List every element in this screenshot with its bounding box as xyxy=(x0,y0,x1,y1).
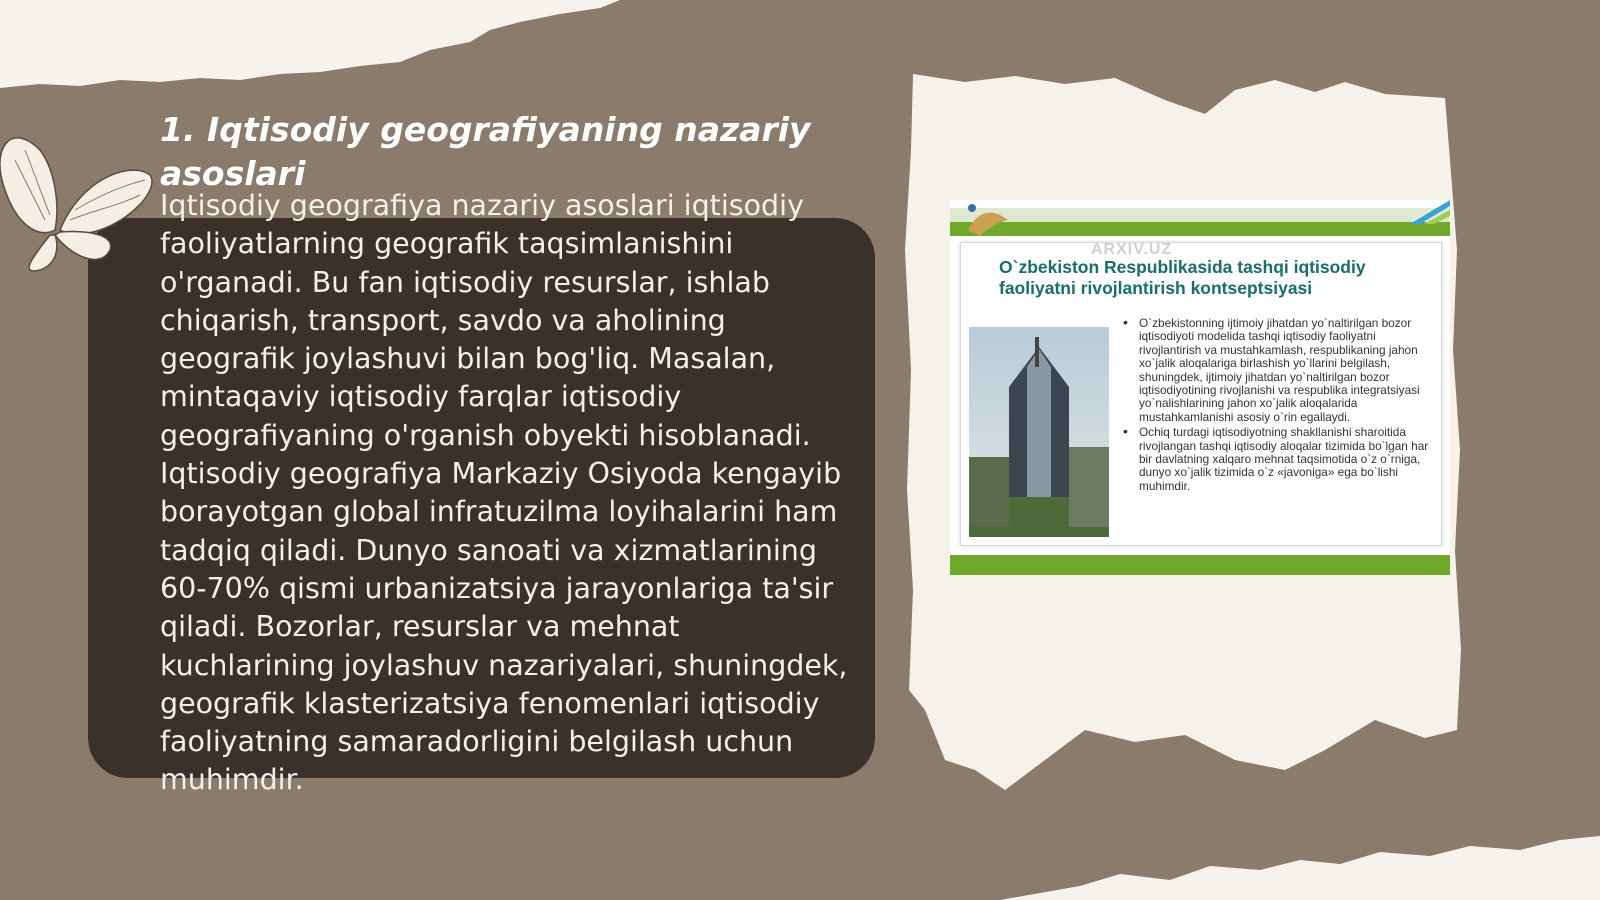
butterfly-icon xyxy=(0,110,160,280)
embedded-slide-bullet: • O`zbekistonning ijtimoiy jihatdan yo`naltirilgan bozor iqtisodiyoti modelida tashqi iqtisodiy faoliyatni rivojlantirish va mustahkamlash, respublikaning jahon xo`jalik aloqalariga birlashish yo`llarini belgilash, shuningdek, ijtimoiy jihatdan yo`naltirilgan bozor iqtisodiyotining rivojlanishi va respublika integratsiyasi yo`nalishlarining jahon xo`jalik aloqalarida mustahkamlanishi asosiy o`rin egallaydi. xyxy=(1121,317,1431,424)
slide-content-frame xyxy=(960,242,1442,546)
slide-body-text: Iqtisodiy geografiya nazariy asoslari iqtisodiy faoliyatlarning geografik taqsimlanishini o'rganadi. Bu fan iqtisodiy resurslar, ishlab chiqarish, transport, savdo va aholining geografik joylashuvi bilan bog'liq. Masalan, mintaqaviy iqtisodiy farqlar iqtisodiy geografiyaning o'rganish obyekti hisoblanadi. Iqtisodiy geografiya Markaziy Osiyoda kengayib borayotgan global infratuzilma loyihalarini ham tadqiq qiladi. Dunyo sanoati va xizmatlarining 60-70% qismi urbanizatsiya jarayonlariga ta'sir qiladi. Bozorlar, resurslar va mehnat kuchlarining joylashuv nazariyalari, shuningdek, geografik klasterizatsiya fenomenlari iqtisodiy faoliyatning samaradorligini belgilash uchun muhimdir. xyxy=(160,189,848,797)
corner-stripes-icon xyxy=(1410,200,1450,224)
building-photo xyxy=(969,327,1109,537)
watermark: ARXIV.UZ xyxy=(1091,241,1173,258)
embedded-slide-bullets xyxy=(1121,317,1431,495)
embedded-slide-image xyxy=(950,200,1450,575)
slide-bottom-bar xyxy=(950,555,1450,575)
torn-paper-top xyxy=(0,0,620,110)
slide-title: 1. Iqtisodiy geografiyaning nazariy asoslari xyxy=(160,110,811,193)
bird-icon xyxy=(958,200,1018,240)
slide-top-bar xyxy=(950,222,1450,236)
embedded-slide-bullet: • Ochiq turdagi iqtisodiyotning shakllanishi sharoitida rivojlangan tashqi iqtisodiy aloqalar tizimida bo`lgan har bir davlatning xalqaro mehnat taqsimotida o`z o`rniga, dunyo xo`jalik tizimida o`z «javoniga» ega bo`lishi muhimdir. xyxy=(1121,426,1431,493)
embedded-slide-title: O`zbekiston Respublikasida tashqi iqtisodiy faoliyatni rivojlantirish kontseptsiyasi xyxy=(999,257,1366,298)
